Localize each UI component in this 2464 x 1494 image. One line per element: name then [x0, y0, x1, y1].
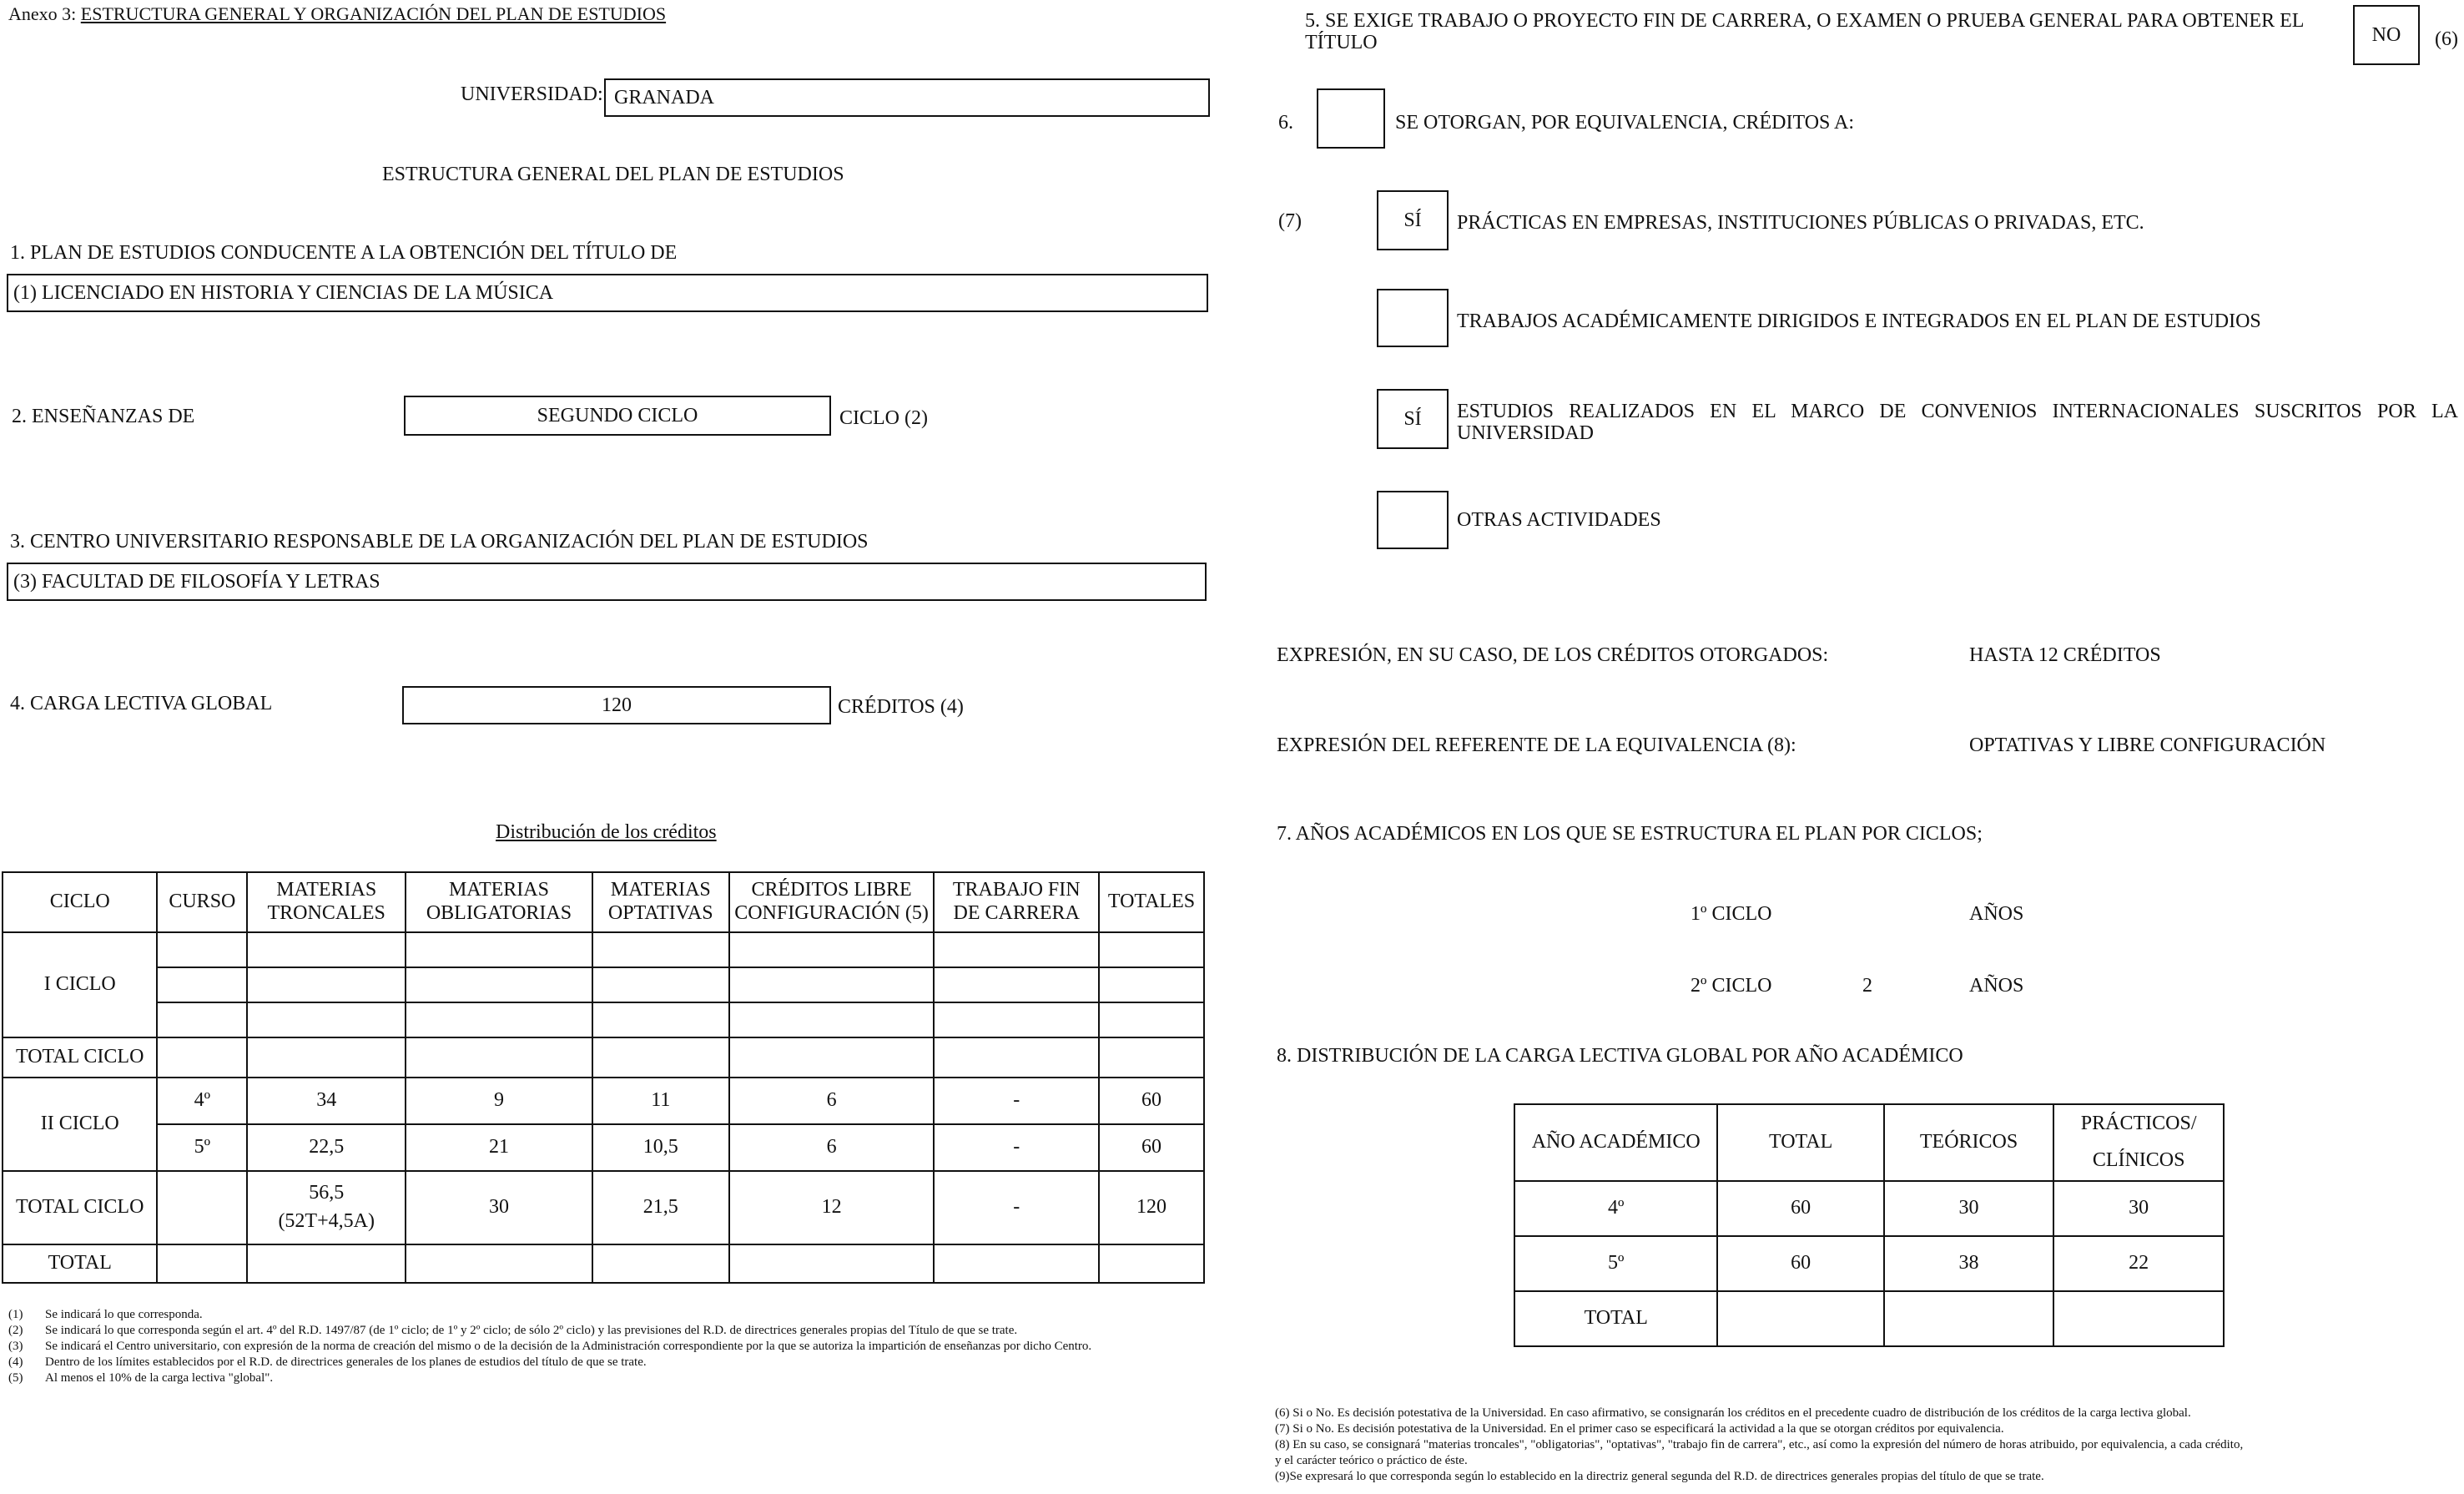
expresion-creditos-value: HASTA 12 CRÉDITOS	[1969, 644, 2161, 666]
table-cell: 30	[2053, 1181, 2224, 1236]
table-cell: 12	[729, 1171, 935, 1244]
option-trabajos-label: TRABAJOS ACADÉMICAMENTE DIRIGIDOS E INTEGRADOS EN EL PLAN DE ESTUDIOS	[1457, 310, 2261, 332]
section5-line2: TÍTULO	[1305, 32, 1378, 53]
footnote: (1) Se indicará lo que corresponda.	[8, 1308, 203, 1321]
year-distribution-table	[1514, 1103, 2225, 1347]
page-subtitle: ESTRUCTURA GENERAL DEL PLAN DE ESTUDIOS	[382, 164, 844, 185]
troncales-total: 56,5	[309, 1182, 345, 1204]
section4-label: 4. CARGA LECTIVA GLOBAL	[10, 693, 273, 714]
table-cell: 4º	[1514, 1181, 1717, 1236]
ciclo2-label: 2º CICLO	[1691, 975, 1772, 997]
table-header-row	[3, 872, 1204, 932]
col-header: CRÉDITOS LIBRE CONFIGURACIÓN (5)	[729, 872, 935, 932]
table-cell: 22	[2053, 1236, 2224, 1291]
ciclo1-label: 1º CICLO	[1691, 903, 1772, 925]
table-cell: -	[934, 1078, 1099, 1124]
ensenanzas-value: SEGUNDO CICLO	[537, 404, 698, 426]
footnote: (8) En su caso, se consignará "materias troncales", "obligatorias", "optativas", "trabajo fin de carrera", etc., así como la expresión del número de horas atribuido, por equivalencia, a cada crédito,	[1275, 1438, 2244, 1451]
carga-value: 120	[602, 694, 632, 716]
table-cell: 60	[1099, 1124, 1204, 1171]
col-header: PRÁCTICOS/ CLÍNICOS	[2053, 1104, 2224, 1181]
note-7: (7)	[1278, 210, 1302, 232]
option-convenios-label2: UNIVERSIDAD	[1457, 422, 1594, 444]
centro-value: (3) FACULTAD DE FILOSOFÍA Y LETRAS	[13, 570, 380, 593]
col-header: TRABAJO FIN DE CARRERA	[934, 872, 1099, 932]
expresion-creditos-label: EXPRESIÓN, EN SU CASO, DE LOS CRÉDITOS OTORGADOS:	[1277, 644, 1829, 666]
footnote: (7) Si o No. Es decisión potestativa de la Universidad. En el primer caso se especificará la actividad a la que se otorgan créditos por equivalencia.	[1275, 1422, 2004, 1436]
section6-label: SE OTORGAN, POR EQUIVALENCIA, CRÉDITOS A:	[1395, 112, 1855, 134]
table-cell: 5º	[157, 1124, 247, 1171]
table-cell: 6	[729, 1124, 935, 1171]
option-otras-label: OTRAS ACTIVIDADES	[1457, 509, 1661, 531]
footnote: (4) Dentro de los límites establecidos por el R.D. de directrices generales de los planes de estudios del título de que se trate.	[8, 1355, 647, 1369]
col-header: TEÓRICOS	[1884, 1104, 2054, 1181]
equivalencia-box	[1317, 88, 1385, 149]
degree-value: (1) LICENCIADO EN HISTORIA Y CIENCIAS DE LA MÚSICA	[13, 281, 554, 304]
table-row	[3, 1002, 1204, 1037]
table-cell: 4º	[157, 1078, 247, 1124]
col-header: MATERIAS OPTATIVAS	[592, 872, 729, 932]
table-row	[3, 1244, 1204, 1283]
table-cell: 38	[1884, 1236, 2054, 1291]
universidad-field	[604, 78, 1210, 117]
carga-suffix: CRÉDITOS (4)	[838, 696, 964, 718]
col-header: TOTALES	[1099, 872, 1204, 932]
table-cell: 11	[592, 1078, 729, 1124]
section8-label: 8. DISTRIBUCIÓN DE LA CARGA LECTIVA GLOBAL POR AÑO ACADÉMICO	[1277, 1045, 1963, 1067]
total-cell: TOTAL	[1514, 1291, 1717, 1346]
table-row	[3, 1037, 1204, 1078]
option-convenios-label: ESTUDIOS REALIZADOS EN EL MARCO DE CONVENIOS INTERNACIONALES SUSCRITOS POR LA	[1457, 401, 2458, 422]
table-cell: -	[934, 1124, 1099, 1171]
table-cell: 21,5	[592, 1171, 729, 1244]
annex-prefix: Anexo 3:	[8, 3, 77, 24]
table-cell: 60	[1099, 1078, 1204, 1124]
table-row	[3, 1124, 1204, 1171]
option-trabajos-box	[1377, 289, 1449, 347]
expresion-referente-value: OPTATIVAS Y LIBRE CONFIGURACIÓN	[1969, 734, 2326, 756]
footnotes-right	[1275, 1406, 2460, 1485]
universidad-value: GRANADA	[614, 86, 714, 109]
table-row	[1514, 1181, 2224, 1236]
total-ciclo1-cell: TOTAL CICLO	[3, 1037, 157, 1078]
centro-field	[7, 563, 1207, 601]
annex-title: ESTRUCTURA GENERAL Y ORGANIZACIÓN DEL PLAN DE ESTUDIOS	[80, 3, 667, 24]
section6-num: 6.	[1278, 112, 1293, 134]
section5-line1: 5. SE EXIGE TRABAJO O PROYECTO FIN DE CARRERA, O EXAMEN O PRUEBA GENERAL PARA OBTENER EL	[1305, 10, 2305, 32]
col-header: CICLO	[3, 872, 157, 932]
expresion-referente-label: EXPRESIÓN DEL REFERENTE DE LA EQUIVALENCIA (8):	[1277, 734, 1796, 756]
degree-field	[7, 274, 1208, 312]
footnote: (5) Al menos el 10% de la carga lectiva "global".	[8, 1371, 274, 1385]
ensenanzas-field	[404, 396, 831, 436]
col-header: AÑO ACADÉMICO	[1514, 1104, 1717, 1181]
section3-label: 3. CENTRO UNIVERSITARIO RESPONSABLE DE LA ORGANIZACIÓN DEL PLAN DE ESTUDIOS	[10, 531, 869, 553]
universidad-label: UNIVERSIDAD:	[461, 83, 603, 105]
trabajo-fin-value-box	[2353, 5, 2420, 65]
annex-header	[8, 3, 666, 25]
ciclo1-anos: AÑOS	[1969, 903, 2024, 925]
option-convenios-box	[1377, 389, 1449, 449]
table-cell: 5º	[1514, 1236, 1717, 1291]
footnote: (6) Si o No. Es decisión potestativa de la Universidad. En caso afirmativo, se consignarán los créditos en el precedente cuadro de distribución de los créditos de la carga lectiva global.	[1275, 1406, 2191, 1420]
footnote: (9)Se expresará lo que corresponda según lo establecido en la directriz general segunda del R.D. de directrices generales propias del título de que se trate.	[1275, 1470, 2044, 1483]
credits-distribution-table	[2, 871, 1205, 1284]
ciclo1-cell: I CICLO	[3, 932, 157, 1037]
table-row	[3, 1078, 1204, 1124]
table-row	[1514, 1291, 2224, 1346]
section7-label: 7. AÑOS ACADÉMICOS EN LOS QUE SE ESTRUCTURA EL PLAN POR CICLOS;	[1277, 823, 1983, 845]
table-row	[3, 932, 1204, 967]
table-cell	[247, 1171, 406, 1244]
table-cell: 30	[406, 1171, 592, 1244]
option-practicas-label: PRÁCTICAS EN EMPRESAS, INSTITUCIONES PÚBLICAS O PRIVADAS, ETC.	[1457, 212, 2144, 234]
carga-field	[402, 686, 831, 724]
total-ciclo2-cell: TOTAL CICLO	[3, 1171, 157, 1244]
table-cell: 60	[1717, 1236, 1883, 1291]
table-cell: 6	[729, 1078, 935, 1124]
col-header: CURSO	[157, 872, 247, 932]
section2-label: 2. ENSEÑANZAS DE	[12, 406, 195, 427]
table-row	[3, 967, 1204, 1002]
table-row	[1514, 1236, 2224, 1291]
col-header: MATERIAS TRONCALES	[247, 872, 406, 932]
table-cell: 60	[1717, 1181, 1883, 1236]
table-cell: 22,5	[247, 1124, 406, 1171]
col-header: TOTAL	[1717, 1104, 1883, 1181]
footnotes-left	[8, 1307, 1210, 1386]
table-cell: 9	[406, 1078, 592, 1124]
trabajo-fin-value: NO	[2371, 23, 2401, 46]
ensenanzas-suffix: CICLO (2)	[839, 407, 928, 429]
ciclo2-anos: AÑOS	[1969, 975, 2024, 997]
table-header-row	[1514, 1104, 2224, 1181]
table-cell: 21	[406, 1124, 592, 1171]
section1-label: 1. PLAN DE ESTUDIOS CONDUCENTE A LA OBTENCIÓN DEL TÍTULO DE	[10, 242, 678, 264]
table-cell: 120	[1099, 1171, 1204, 1244]
option-practicas-value: SÍ	[1403, 209, 1422, 231]
table-cell: 10,5	[592, 1124, 729, 1171]
table-cell: -	[934, 1171, 1099, 1244]
col-header: MATERIAS OBLIGATORIAS	[406, 872, 592, 932]
footnote: y el carácter teórico o práctico de éste.	[1275, 1454, 1468, 1467]
note-6: (6)	[2435, 28, 2458, 50]
option-convenios-value: SÍ	[1403, 407, 1422, 430]
ciclo2-years: 2	[1862, 975, 1872, 997]
table-cell: 34	[247, 1078, 406, 1124]
total-cell: TOTAL	[3, 1244, 157, 1283]
footnote: (3) Se indicará el Centro universitario, con expresión de la norma de creación del mismo o de la decisión de la Administración correspondiente por la que se autoriza la impartición de enseñanzas por dicho Centro.	[8, 1340, 1092, 1353]
table-cell: 30	[1884, 1181, 2054, 1236]
option-otras-box	[1377, 491, 1449, 549]
option-practicas-box	[1377, 190, 1449, 250]
ciclo2-cell: II CICLO	[3, 1078, 157, 1171]
table-row	[3, 1171, 1204, 1244]
troncales-breakdown: (52T+4,5A)	[278, 1210, 375, 1232]
footnote: (2) Se indicará lo que corresponda según el art. 4º del R.D. 1497/87 (de 1º ciclo; de 1º y 2º ciclo; de sólo 2º ciclo) y las previsiones del R.D. de directrices generales propias del Título de que se trate.	[8, 1324, 1018, 1337]
distribution-title: Distribución de los créditos	[496, 821, 717, 843]
